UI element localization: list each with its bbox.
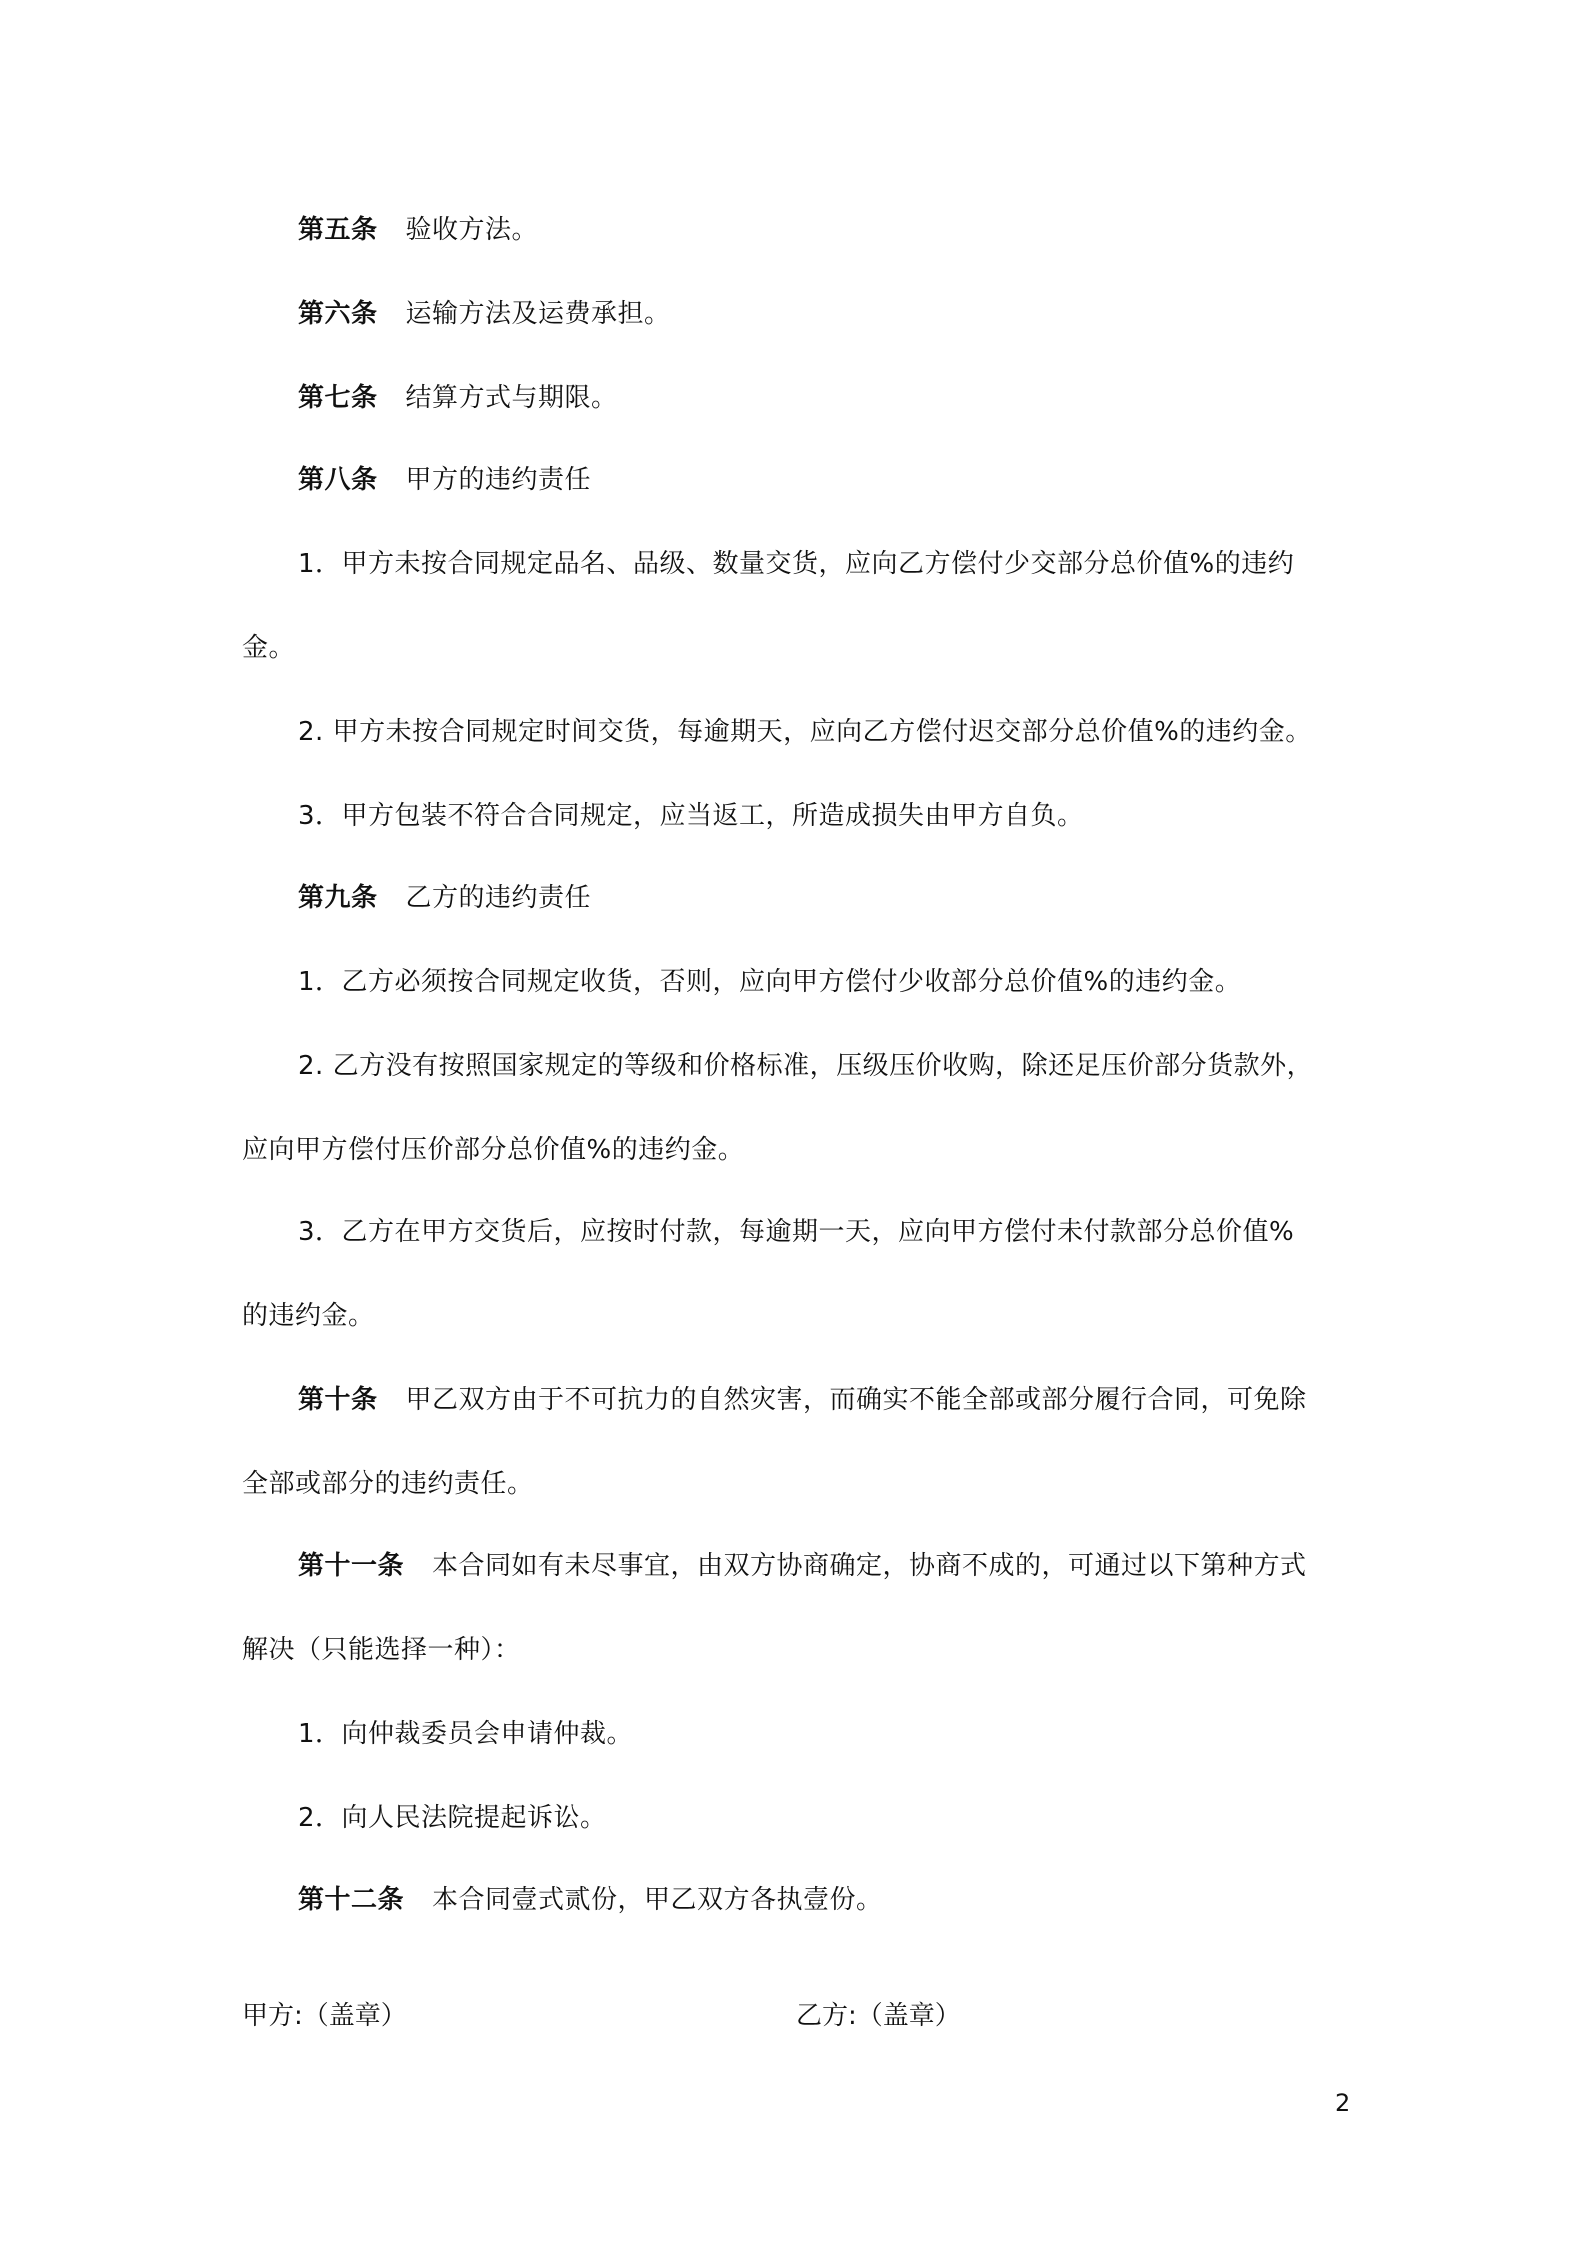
article-12 xyxy=(298,1882,883,1918)
article-11-line-2: 解决（只能选择一种）： xyxy=(242,1635,521,1665)
article-6 xyxy=(298,296,671,332)
article-12-text: 本合同壹式贰份，甲乙双方各执壹份。 xyxy=(432,1885,883,1915)
article-8-item-1-line-2: 金。 xyxy=(242,633,296,663)
signature-party-b: 乙方:（盖章） xyxy=(796,2001,961,2031)
article-11-text: 本合同如有未尽事宜，由双方协商确定，协商不成的，可通过以下第种方式 xyxy=(432,1551,1307,1581)
article-10-label: 第十条 xyxy=(298,1385,378,1415)
article-8-text: 甲方的违约责任 xyxy=(405,465,592,495)
article-10-line-1 xyxy=(298,1382,1307,1418)
article-11-line-1 xyxy=(298,1548,1307,1584)
article-9-item-3-line-2: 的违约金。 xyxy=(242,1301,375,1331)
article-11-item-2: 2．向人民法院提起诉讼。 xyxy=(298,1803,607,1833)
article-9-item-1: 1．乙方必须按合同规定收货，否则，应向甲方偿付少收部分总价值%的违约金。 xyxy=(298,967,1242,997)
article-8-item-3: 3．甲方包装不符合合同规定，应当返工，所造成损失由甲方自负。 xyxy=(298,801,1084,831)
article-8-heading xyxy=(298,462,591,498)
article-10-line-2: 全部或部分的违约责任。 xyxy=(242,1469,534,1499)
article-11-label: 第十一条 xyxy=(298,1551,405,1581)
article-9-item-2-line-2: 应向甲方偿付压价部分总价值%的违约金。 xyxy=(242,1135,745,1165)
article-9-heading xyxy=(298,880,591,916)
article-10-text: 甲乙双方由于不可抗力的自然灾害，而确实不能全部或部分履行合同，可免除 xyxy=(405,1385,1307,1415)
article-5-label: 第五条 xyxy=(298,215,378,245)
article-7-label: 第七条 xyxy=(298,383,378,413)
article-11-item-1: 1．向仲裁委员会申请仲裁。 xyxy=(298,1719,634,1749)
article-12-label: 第十二条 xyxy=(298,1885,405,1915)
article-8-item-2: 2. 甲方未按合同规定时间交货，每逾期天，应向乙方偿付迟交部分总价值%的违约金。 xyxy=(298,717,1312,747)
signature-party-a: 甲方:（盖章） xyxy=(242,2001,407,2031)
article-8-item-1-line-1: 1．甲方未按合同规定品名、品级、数量交货，应向乙方偿付少交部分总价值%的违约 xyxy=(298,549,1295,579)
article-6-text: 运输方法及运费承担。 xyxy=(405,299,671,329)
page-number: 2 xyxy=(1335,2089,1351,2117)
article-9-item-2-line-1: 2. 乙方没有按照国家规定的等级和价格标准，压级压价收购，除还足压价部分货款外， xyxy=(298,1051,1314,1081)
article-9-text: 乙方的违约责任 xyxy=(405,883,592,913)
article-7 xyxy=(298,380,618,416)
article-9-label: 第九条 xyxy=(298,883,378,913)
article-9-item-3-line-1: 3．乙方在甲方交货后，应按时付款，每逾期一天，应向甲方偿付未付款部分总价值% xyxy=(298,1217,1295,1247)
article-5 xyxy=(298,212,538,248)
article-7-text: 结算方式与期限。 xyxy=(405,383,618,413)
article-6-label: 第六条 xyxy=(298,299,378,329)
article-5-text: 验收方法。 xyxy=(405,215,539,245)
article-8-label: 第八条 xyxy=(298,465,378,495)
